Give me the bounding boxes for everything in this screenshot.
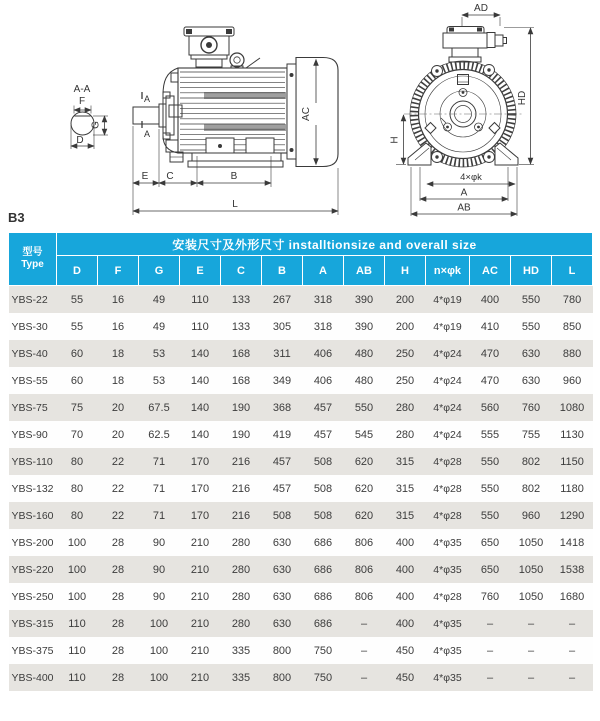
table-cell: 686 — [313, 536, 333, 549]
table-cell: 71 — [152, 509, 166, 522]
table-cell: 80 — [70, 509, 84, 522]
row-type: YBS-22 — [11, 293, 48, 306]
table-cell: 406 — [313, 347, 333, 360]
table-cell: 550 — [354, 401, 374, 414]
table-cell: 60 — [70, 374, 84, 387]
table-cell: 28 — [111, 536, 125, 549]
motor-side-view — [133, 27, 338, 215]
table-cell: 140 — [190, 374, 210, 387]
table-cell: 280 — [395, 401, 415, 414]
row-type: YBS-375 — [11, 644, 54, 657]
table-cell: 550 — [480, 455, 500, 468]
table-cell: 22 — [111, 482, 125, 495]
table-cell: 806 — [354, 563, 374, 576]
table-cell: 450 — [395, 644, 415, 657]
table-cell: 90 — [152, 590, 166, 603]
table-cell: 55 — [70, 293, 84, 306]
table-cell: 806 — [354, 590, 374, 603]
table-cell: – — [486, 644, 494, 657]
table-cell: 80 — [70, 455, 84, 468]
table-cell: – — [568, 644, 576, 657]
dim-label-f: F — [78, 96, 86, 107]
table-cell: – — [486, 617, 494, 630]
table-cell: 550 — [521, 293, 541, 306]
table-cell: 216 — [231, 482, 251, 495]
row-type: YBS-110 — [11, 455, 53, 468]
table-cell: 335 — [231, 644, 251, 657]
dim-label-b: B — [230, 171, 238, 182]
table-row — [9, 367, 593, 394]
row-type: YBS-30 — [11, 320, 48, 333]
table-cell: 70 — [70, 428, 84, 441]
column-header: A — [303, 256, 344, 286]
table-cell: 802 — [521, 455, 541, 468]
table-row — [9, 475, 593, 502]
table-cell: 400 — [395, 536, 415, 549]
table-cell: 18 — [111, 374, 125, 387]
shaft-section-view — [71, 84, 108, 149]
table-cell: 140 — [190, 428, 210, 441]
table-cell: 4*φ19 — [433, 293, 462, 306]
table-cell: 49 — [152, 320, 166, 333]
table-cell: 170 — [190, 455, 210, 468]
table-row — [9, 421, 593, 448]
table-body — [9, 286, 593, 692]
table-cell: 100 — [67, 536, 87, 549]
table-row — [9, 637, 593, 664]
table-cell: 508 — [272, 509, 292, 522]
table-cell: 850 — [562, 320, 582, 333]
table-cell: 4*φ24 — [433, 347, 462, 360]
table-cell: 49 — [152, 293, 166, 306]
table-cell: 750 — [313, 671, 333, 684]
table-cell: 650 — [480, 536, 500, 549]
table-cell: 28 — [111, 617, 125, 630]
table-cell: 550 — [480, 482, 500, 495]
table-cell: 800 — [272, 644, 292, 657]
table-cell: 630 — [272, 617, 292, 630]
table-cell: 210 — [190, 590, 210, 603]
table-cell: 100 — [67, 590, 87, 603]
column-header: L — [552, 256, 593, 286]
column-header: B — [262, 256, 303, 286]
table-cell: 133 — [231, 320, 251, 333]
table-cell: 110 — [68, 617, 86, 630]
dim-label-e: E — [141, 171, 149, 182]
column-header: HD — [511, 256, 552, 286]
table-cell: 280 — [395, 428, 415, 441]
dim-label-l: L — [232, 199, 238, 210]
dim-label-hd: HD — [517, 90, 528, 106]
row-type: YBS-315 — [11, 617, 54, 630]
table-cell: 4*φ28 — [433, 455, 462, 468]
table-cell: 100 — [149, 617, 169, 630]
table-cell: 4*φ35 — [433, 644, 462, 657]
table-cell: 110 — [191, 293, 209, 306]
table-cell: 1050 — [518, 590, 544, 603]
table-cell: 457 — [313, 401, 333, 414]
table-cell: 110 — [68, 644, 86, 657]
table-cell: 1180 — [560, 482, 584, 495]
table-cell: 62.5 — [148, 428, 170, 441]
table-row — [9, 529, 593, 556]
table-cell: 80 — [70, 482, 84, 495]
table-cell: 457 — [313, 428, 333, 441]
dim-label-ac: AC — [301, 107, 312, 121]
table-cell: 210 — [190, 617, 210, 630]
table-cell: 305 — [272, 320, 292, 333]
table-cell: 267 — [272, 293, 292, 306]
table-cell: 210 — [190, 563, 210, 576]
table-cell: 1050 — [518, 563, 544, 576]
table-cell: 630 — [521, 347, 541, 360]
table-cell: 250 — [395, 374, 415, 387]
table-cell: 168 — [231, 374, 251, 387]
table-cell: 67.5 — [148, 401, 170, 414]
table-cell: 318 — [313, 293, 333, 306]
table-cell: 400 — [480, 293, 500, 306]
table-cell: 470 — [480, 374, 500, 387]
table-cell: 390 — [354, 320, 374, 333]
table-cell: 406 — [313, 374, 333, 387]
table-cell: 4*φ28 — [433, 509, 462, 522]
table-cell: 1080 — [559, 401, 585, 414]
table-cell: 470 — [480, 347, 500, 360]
table-cell: 400 — [395, 617, 415, 630]
table-cell: 800 — [272, 671, 292, 684]
table-cell: 18 — [111, 347, 125, 360]
table-cell: 16 — [111, 320, 125, 333]
row-type: YBS-132 — [11, 482, 54, 495]
dim-label-ad: AD — [474, 3, 488, 14]
table-cell: 100 — [149, 671, 169, 684]
table-cell: 1538 — [559, 563, 585, 576]
table-cell: – — [527, 617, 535, 630]
section-title: A-A — [73, 84, 91, 95]
table-cell: 480 — [354, 347, 374, 360]
table-cell: – — [486, 671, 494, 684]
column-header: F — [98, 256, 139, 286]
row-type: YBS-40 — [11, 347, 48, 360]
table-cell: 318 — [313, 320, 333, 333]
table-cell: 1130 — [560, 428, 584, 441]
table-cell: 750 — [313, 644, 333, 657]
table-cell: 190 — [231, 401, 251, 414]
table-cell: 760 — [480, 590, 500, 603]
table-cell: 550 — [521, 320, 541, 333]
column-header: E — [180, 256, 221, 286]
table-cell: 16 — [111, 293, 125, 306]
table-cell: 4*φ19 — [433, 320, 462, 333]
dim-label-g: G — [90, 121, 102, 129]
table-cell: 1150 — [560, 455, 584, 468]
table-cell: 22 — [111, 509, 125, 522]
table-cell: 760 — [521, 401, 541, 414]
table-cell: 686 — [313, 563, 333, 576]
table-cell: 53 — [152, 347, 166, 360]
column-header: G — [139, 256, 180, 286]
table-row — [9, 313, 593, 340]
table-cell: 140 — [190, 347, 210, 360]
column-header: n×φk — [426, 256, 470, 286]
table-cell: 1418 — [559, 536, 585, 549]
table-cell: 140 — [190, 401, 210, 414]
type-header-cn: 型号 — [22, 247, 43, 258]
table-row — [9, 610, 593, 637]
table-cell: 110 — [68, 671, 86, 684]
table-cell: 686 — [313, 590, 333, 603]
column-header: D — [57, 256, 98, 286]
table-cell: 620 — [354, 482, 374, 495]
table-cell: 1290 — [559, 509, 585, 522]
table-cell: 802 — [521, 482, 541, 495]
dim-label-c: C — [166, 171, 174, 182]
table-cell: 4*φ35 — [433, 617, 462, 630]
row-type: YBS-250 — [11, 590, 54, 603]
table-cell: 410 — [480, 320, 500, 333]
table-cell: 4*φ35 — [433, 536, 462, 549]
table-cell: 216 — [231, 455, 251, 468]
table-cell: 508 — [313, 455, 333, 468]
table-cell: 630 — [272, 563, 292, 576]
table-cell: 170 — [190, 509, 210, 522]
dim-label-a: A — [460, 187, 468, 199]
motor-front-view — [390, 3, 535, 216]
table-cell: 60 — [70, 347, 84, 360]
table-cell: 280 — [231, 617, 251, 630]
table-cell: 880 — [562, 347, 582, 360]
table-cell: 22 — [111, 455, 125, 468]
dimension-table — [8, 232, 593, 691]
table-cell: 650 — [480, 563, 500, 576]
row-type: YBS-75 — [11, 401, 48, 414]
table-cell: 400 — [395, 563, 415, 576]
table-cell: 480 — [354, 374, 374, 387]
table-cell: 28 — [111, 563, 125, 576]
table-cell: 100 — [67, 563, 87, 576]
table-cell: 1680 — [559, 590, 585, 603]
table-cell: 1050 — [518, 536, 544, 549]
table-cell: 335 — [231, 671, 251, 684]
table-cell: 545 — [354, 428, 374, 441]
table-cell: – — [568, 671, 576, 684]
table-cell: 806 — [354, 536, 374, 549]
table-cell: 960 — [521, 509, 541, 522]
dim-label-bolt-holes: 4×φk — [460, 172, 482, 183]
table-cell: 630 — [272, 536, 292, 549]
table-row — [9, 286, 593, 314]
table-cell: 90 — [152, 563, 166, 576]
type-header-en: Type — [21, 259, 44, 270]
table-cell: 75 — [70, 401, 84, 414]
table-cell: 620 — [354, 455, 374, 468]
table-row — [9, 502, 593, 529]
table-cell: 555 — [480, 428, 500, 441]
table-cell: – — [360, 644, 368, 657]
table-cell: 20 — [111, 428, 125, 441]
table-cell: 4*φ35 — [433, 563, 462, 576]
table-cell: 216 — [231, 509, 251, 522]
table-title-header: 安装尺寸及外形尺寸 installtionsize and overall size — [57, 233, 593, 256]
table-cell: 53 — [152, 374, 166, 387]
table-cell: 168 — [231, 347, 251, 360]
table-cell: – — [527, 671, 535, 684]
table-row — [9, 664, 593, 691]
column-header-row — [9, 256, 593, 286]
table-cell: 620 — [354, 509, 374, 522]
table-cell: 450 — [395, 671, 415, 684]
row-type: YBS-55 — [11, 374, 48, 387]
table-cell: 280 — [231, 536, 251, 549]
table-cell: 315 — [395, 509, 415, 522]
table-row — [9, 583, 593, 610]
table-cell: 4*φ28 — [433, 482, 462, 495]
table-cell: 560 — [480, 401, 500, 414]
table-cell: 550 — [480, 509, 500, 522]
table-cell: 4*φ24 — [433, 401, 462, 414]
table-cell: 210 — [190, 644, 210, 657]
table-cell: 110 — [191, 320, 209, 333]
section-mark-lower: A — [144, 129, 151, 139]
table-row — [9, 340, 593, 367]
table-cell: 20 — [111, 401, 125, 414]
row-type: YBS-160 — [11, 509, 54, 522]
table-row — [9, 448, 593, 475]
column-header: C — [221, 256, 262, 286]
table-cell: – — [360, 617, 368, 630]
table-cell: 630 — [521, 374, 541, 387]
table-cell: 4*φ24 — [433, 374, 462, 387]
motor-dimension-drawing — [0, 0, 600, 232]
table-cell: 28 — [111, 644, 125, 657]
table-cell: – — [568, 617, 576, 630]
row-type: YBS-90 — [11, 428, 48, 441]
table-cell: – — [360, 671, 368, 684]
column-header: H — [385, 256, 426, 286]
table-cell: 508 — [313, 482, 333, 495]
table-cell: 28 — [111, 590, 125, 603]
dim-label-d: D — [76, 135, 84, 146]
row-type: YBS-220 — [11, 563, 54, 576]
section-mark-upper: A — [144, 94, 151, 104]
table-cell: 280 — [231, 563, 251, 576]
table-cell: 28 — [111, 671, 125, 684]
table-cell: 250 — [395, 347, 415, 360]
table-cell: 755 — [521, 428, 541, 441]
table-cell: 457 — [272, 482, 292, 495]
mounting-code-label: B3 — [8, 210, 25, 225]
table-cell: 419 — [272, 428, 292, 441]
table-cell: 90 — [152, 536, 166, 549]
table-cell: 4*φ24 — [433, 428, 462, 441]
table-cell: 133 — [231, 293, 251, 306]
column-header: AB — [344, 256, 385, 286]
table-cell: 71 — [152, 455, 166, 468]
table-row — [9, 556, 593, 583]
table-cell: 280 — [231, 590, 251, 603]
table-cell: 4*φ28 — [433, 590, 462, 603]
table-cell: 508 — [313, 509, 333, 522]
table-cell: 457 — [272, 455, 292, 468]
table-cell: 200 — [395, 293, 415, 306]
table-cell: 170 — [190, 482, 210, 495]
table-cell: 311 — [273, 347, 291, 360]
column-header: AC — [470, 256, 511, 286]
table-row — [9, 394, 593, 421]
row-type: YBS-400 — [11, 671, 54, 684]
table-cell: 686 — [313, 617, 333, 630]
table-cell: 400 — [395, 590, 415, 603]
table-cell: 315 — [395, 455, 415, 468]
table-cell: – — [527, 644, 535, 657]
row-type: YBS-200 — [11, 536, 54, 549]
table-cell: 4*φ35 — [433, 671, 462, 684]
dim-label-h: H — [389, 136, 401, 144]
table-cell: 190 — [231, 428, 251, 441]
table-cell: 349 — [272, 374, 292, 387]
dim-label-ab: AB — [457, 202, 471, 214]
table-cell: 100 — [149, 644, 169, 657]
table-cell: 780 — [562, 293, 582, 306]
table-cell: 210 — [190, 536, 210, 549]
table-cell: 200 — [395, 320, 415, 333]
table-cell: 368 — [272, 401, 292, 414]
table-cell: 55 — [70, 320, 84, 333]
table-cell: 390 — [354, 293, 374, 306]
table-cell: 71 — [152, 482, 166, 495]
table-cell: 630 — [272, 590, 292, 603]
table-cell: 315 — [395, 482, 415, 495]
table-cell: 960 — [562, 374, 582, 387]
type-column-header — [9, 233, 57, 286]
table-cell: 210 — [190, 671, 210, 684]
